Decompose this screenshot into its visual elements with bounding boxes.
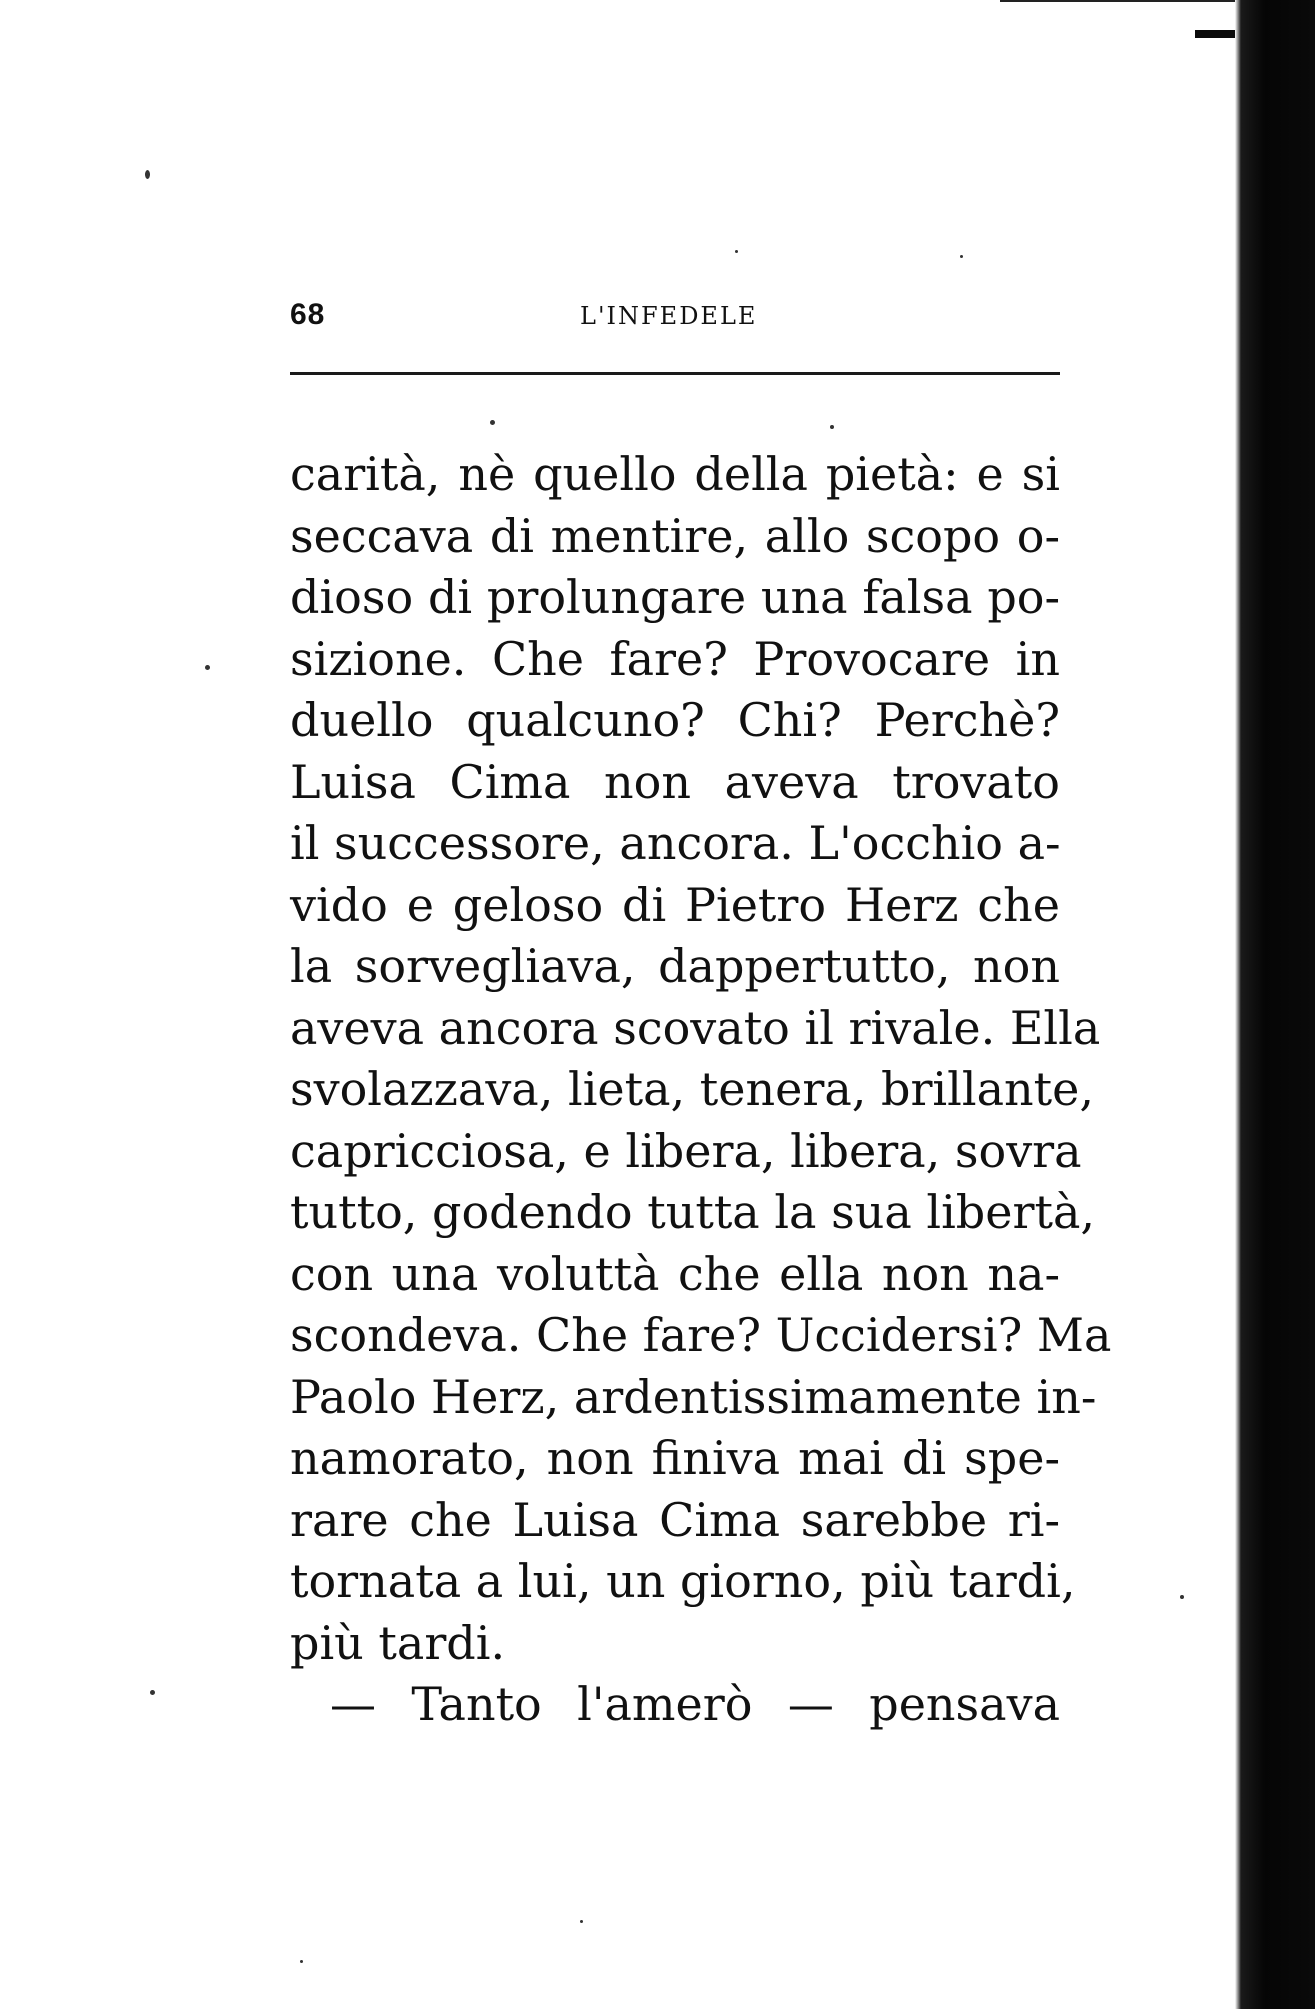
page-header bbox=[290, 298, 1060, 338]
body-text bbox=[290, 444, 1112, 1736]
text-line: più tardi. bbox=[290, 1615, 506, 1670]
scan-speck bbox=[960, 255, 963, 258]
scan-speck bbox=[145, 170, 150, 179]
text-line: Paolo Herz, ardentissimamente in- bbox=[290, 1369, 1097, 1424]
scan-speck bbox=[735, 250, 738, 253]
scan-speck bbox=[1180, 1595, 1184, 1599]
dialogue-line: — Tanto l'amerò — pensava bbox=[330, 1677, 1060, 1731]
scan-speck bbox=[150, 1690, 155, 1695]
scan-speck bbox=[580, 1920, 583, 1923]
text-line: il successore, ancora. L'occhio a- bbox=[290, 816, 1061, 870]
text-line: scondeva. Che fare? Uccidersi? Ma bbox=[290, 1308, 1112, 1362]
text-line: sizione. Che fare? Provocare in bbox=[290, 631, 1060, 686]
text-line: vido e geloso di Pietro Herz che bbox=[290, 877, 1060, 932]
text-line: la sorvegliava, dappertutto, non bbox=[290, 939, 1060, 993]
text-line: rare che Luisa Cima sarebbe ri- bbox=[290, 1492, 1060, 1547]
running-title: L'INFEDELE bbox=[580, 302, 758, 330]
text-line: duello qualcuno? Chi? Perchè? bbox=[290, 693, 1060, 747]
text-line: tornata a lui, un giorno, più tardi, bbox=[290, 1554, 1076, 1608]
text-line: Luisa Cima non aveva trovato bbox=[290, 754, 1060, 809]
text-line: svolazzava, lieta, tenera, brillante, bbox=[290, 1062, 1094, 1116]
text-line: carità, nè quello della pietà: e si bbox=[290, 447, 1060, 501]
book-binding-edge bbox=[1235, 0, 1315, 2009]
scan-speck bbox=[205, 665, 210, 670]
page-number: 68 bbox=[290, 298, 326, 331]
scan-speck bbox=[830, 425, 834, 429]
text-line: aveva ancora scovato il rivale. Ella bbox=[290, 1000, 1101, 1055]
header-divider bbox=[290, 372, 1060, 375]
scan-speck bbox=[300, 1960, 303, 1963]
text-line: con una voluttà che ella non na- bbox=[290, 1246, 1060, 1301]
text-line: tutto, godendo tutta la sua libertà, bbox=[290, 1185, 1095, 1239]
scan-speck bbox=[490, 420, 495, 425]
text-line: dioso di prolungare una falsa po- bbox=[290, 570, 1060, 624]
text-line: seccava di mentire, allo scopo o- bbox=[290, 508, 1060, 563]
text-line: namorato, non finiva mai di spe- bbox=[290, 1431, 1060, 1485]
text-line: capricciosa, e libera, libera, sovra bbox=[290, 1123, 1082, 1178]
